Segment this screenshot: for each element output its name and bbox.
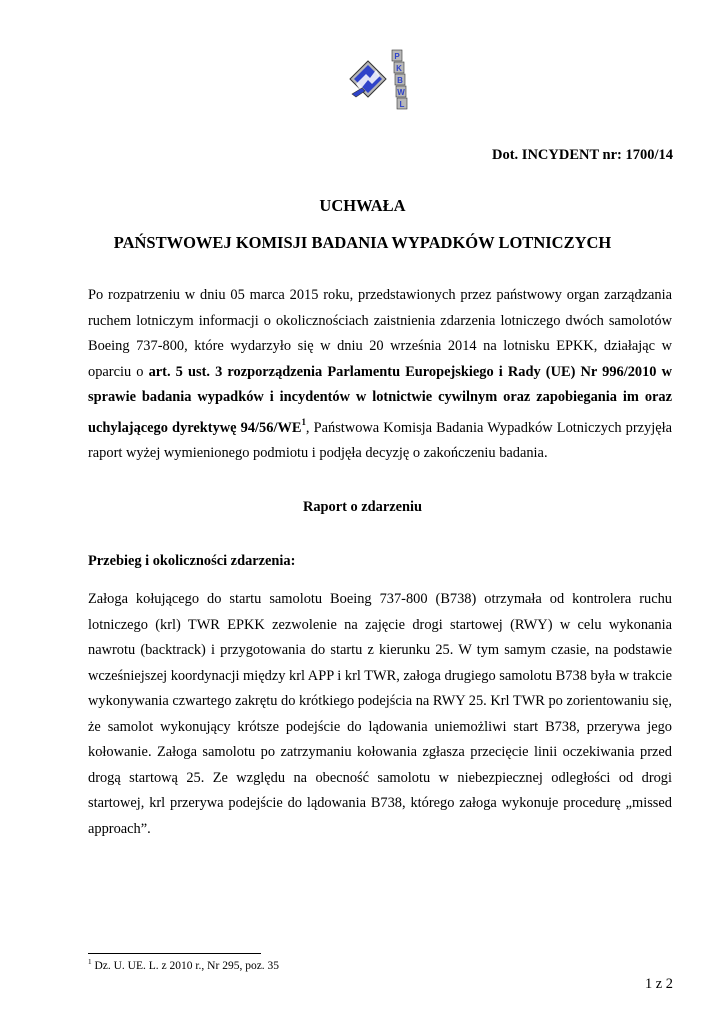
footnote-ref-mark: 1 bbox=[301, 417, 306, 428]
footnote-separator bbox=[88, 953, 261, 954]
resolution-outro: , Państwowa Komisja Badania Wypadków Lotniczych przyjęła raport wyżej wymienionego podmiotu i podjęła decyzję o zakończeniu badania. bbox=[88, 419, 672, 461]
page-number: 1 z 2 bbox=[645, 976, 673, 992]
logo-letter-b: B bbox=[397, 76, 403, 85]
footnote-text: Dz. U. UE. L. z 2010 r., Nr 295, poz. 35 bbox=[91, 959, 280, 972]
footnote-mark: 1 bbox=[88, 958, 92, 966]
report-heading: Raport o zdarzeniu bbox=[302, 499, 423, 515]
logo-letter-k: K bbox=[396, 64, 402, 73]
document-title: UCHWAŁA bbox=[319, 196, 406, 215]
logo-letter-p: P bbox=[394, 52, 400, 61]
circumstances-subheading: Przebieg i okoliczności zdarzenia: bbox=[88, 553, 296, 569]
commission-title: PAŃSTWOWEJ KOMISJI BADANIA WYPADKÓW LOTNICZYCH bbox=[113, 233, 612, 252]
resolution-intro: Po rozpatrzeniu w dniu 05 marca 2015 roku, przedstawionych przez państwowy organ zarządzania ruchem lotniczym informacji o okolicznościach zaistnienia zdarzenia lotniczego dwóch samolotów Boeing 737-800, które wydarzyło się w dniu 20 września 2014 na lotnisku EPKK, działając w oparciu o bbox=[88, 287, 672, 380]
resolution-paragraph bbox=[88, 283, 672, 466]
pkbwl-logo bbox=[346, 48, 412, 110]
logo-letter-w: W bbox=[397, 88, 405, 97]
logo-letter-l: L bbox=[399, 100, 405, 109]
incident-reference: Dot. INCYDENT nr: 1700/14 bbox=[492, 147, 673, 163]
report-body: Załoga kołującego do startu samolotu Boeing 737-800 (B738) otrzymała od kontrolera ruchu lotniczego (krl) TWR EPKK zezwolenie na zajęcie drogi startowej (RWY) w celu wykonania nawrotu (backtrack) i przygotowania do startu z kierunku 25. W tym samym czasie, na podstawie wcześniejszej koordynacji między krl APP i krl TWR, załoga drugiego samolotu B738 była w trakcie wykonywania czwartego zakrętu do krótkiego podejścia na RWY 25. Krl TWR po zorientowaniu się, że samolot wykonujący krótsze podejście do lądowania uniemożliwi start B738, przerywa jego kołowanie. Załoga samolotu po zatrzymaniu kołowania zgłasza przecięcie linii oczekiwania przed drogą startową 25. Ze względu na obecność samolotu w niebezpiecznej odległości od drogi startowej, krl przerywa podejście do lądowania B738, którego załoga wykonuje procedurę „missed approach”. bbox=[88, 591, 672, 837]
legal-basis-reference: art. 5 ust. 3 rozporządzenia Parlamentu Europejskiego i Rady (UE) Nr 996/2010 w sprawie badania wypadków i incydentów w lotnictwie cywilnym oraz zapobiegania im oraz uchylającego dyrektywę 94/56/WE bbox=[88, 363, 672, 436]
footnote bbox=[88, 958, 279, 972]
